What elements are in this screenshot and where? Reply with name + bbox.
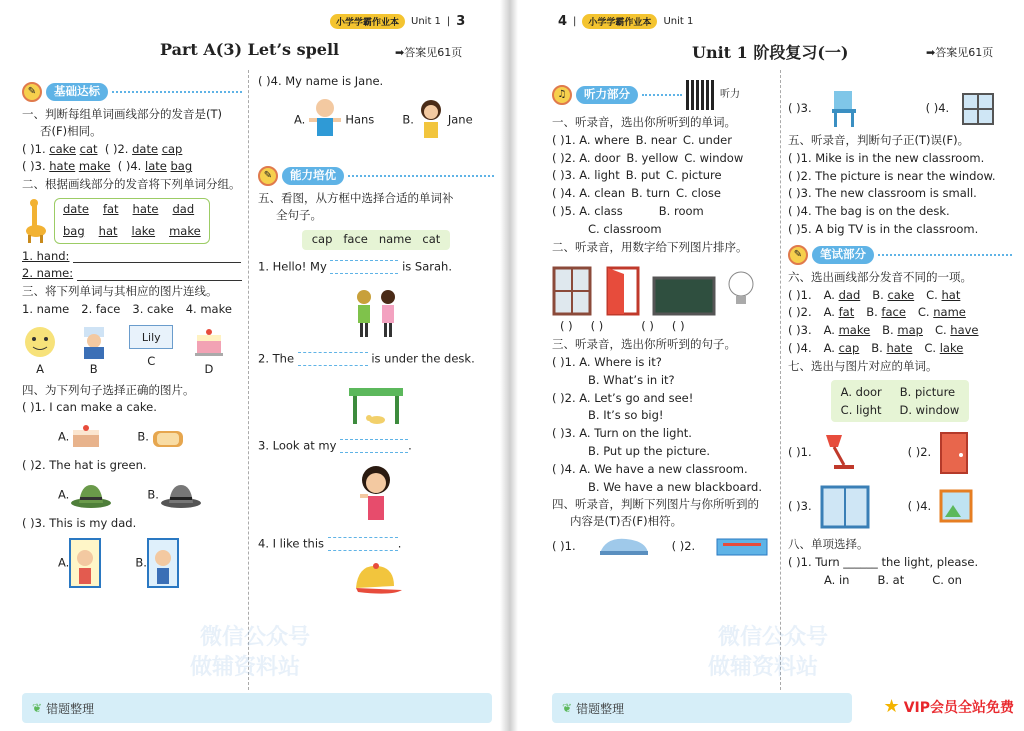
question-title: 一、听录音，选出你所听到的单词。 — [552, 115, 736, 129]
sentence-start: 1. Hello! My — [258, 259, 327, 274]
option-label: B. — [402, 112, 414, 127]
picture-c[interactable] — [129, 325, 173, 377]
watermark: 做辅资料站 — [190, 655, 301, 680]
question-row — [552, 187, 776, 201]
word: date — [132, 141, 159, 156]
window-icon — [961, 92, 995, 126]
option[interactable]: B. put — [625, 168, 661, 183]
bank-row — [841, 383, 960, 401]
options-row — [22, 476, 242, 514]
line-label: 1. hand: — [22, 248, 70, 263]
left-column — [22, 78, 242, 592]
section-line — [642, 94, 682, 96]
option[interactable]: B. map — [882, 323, 923, 338]
sort-slots — [552, 320, 776, 334]
option[interactable]: B. turn — [631, 186, 670, 201]
qr-code-icon[interactable] — [686, 80, 716, 110]
question-item: ( )1. Turn ______ the light, please. — [788, 555, 979, 570]
question-row — [788, 324, 1012, 338]
section-line — [348, 175, 494, 177]
question-title: 七、选出与图片对应的单词。 — [788, 358, 938, 373]
question-title: 四、听录音，判断下列图片与你所听到的 — [552, 497, 759, 512]
word: hate — [49, 159, 76, 174]
word: cake — [49, 141, 76, 156]
question-row — [788, 289, 1012, 303]
book-gutter — [500, 0, 518, 731]
question-title: 二、听录音，用数字给下列图片排序。 — [552, 239, 748, 254]
section-line — [112, 91, 242, 93]
picture-row — [788, 428, 1012, 478]
option[interactable]: B. It’s so big! — [588, 408, 664, 423]
answer-slot[interactable]: ( )4. — [907, 499, 932, 514]
watermark: 微信公众号 — [718, 625, 829, 650]
option[interactable]: C. have — [934, 323, 979, 338]
footer-label: 错题整理 — [576, 701, 625, 716]
writing-icon: ✎ — [788, 245, 808, 265]
fill-row — [258, 439, 494, 453]
answer-slot[interactable]: ( )2. — [104, 141, 129, 156]
question-item[interactable]: ( )1. Mike is in the new classroom. — [788, 150, 985, 165]
picture-letter: B — [89, 361, 98, 376]
question-item: ( )1. I can make a cake. — [22, 400, 157, 415]
fill-row — [258, 537, 494, 551]
option-a[interactable] — [58, 423, 103, 451]
bank-word: face — [343, 232, 368, 247]
sentence-start: 3. Look at my — [258, 438, 337, 453]
answer-blank[interactable] — [77, 280, 242, 281]
picture-box — [258, 457, 494, 533]
word: fat — [102, 201, 119, 216]
leaf-icon: ❦ — [32, 701, 43, 715]
bank-word: name — [378, 232, 412, 247]
word: make — [78, 159, 111, 174]
options-row — [258, 92, 494, 148]
option[interactable]: B. room — [658, 203, 704, 218]
window-icon — [552, 266, 592, 316]
option-b[interactable] — [135, 538, 179, 588]
word-box — [54, 198, 210, 244]
header-separator: | — [573, 16, 577, 27]
question-title: 否(F)相同。 — [40, 123, 102, 138]
option[interactable]: ( )5. A. class — [552, 203, 623, 218]
answer-line[interactable] — [22, 267, 242, 281]
picture-box — [258, 371, 494, 435]
section-label: 基础达标 — [46, 83, 108, 101]
option[interactable]: C. window — [684, 150, 744, 165]
option[interactable]: B. Put up the picture. — [588, 443, 710, 458]
chair-icon — [824, 89, 864, 129]
picture-box — [258, 278, 494, 348]
vip-banner[interactable] — [880, 694, 1018, 719]
question-row — [552, 169, 776, 183]
pencil-icon: ✎ — [22, 82, 42, 102]
question-title: 一、判断每组单词画线部分的发音是(T) — [22, 107, 222, 121]
answer-blank[interactable] — [330, 260, 398, 274]
section-header — [788, 245, 1012, 265]
option[interactable]: A. make — [823, 323, 871, 338]
door-icon — [602, 266, 642, 316]
word: dad — [838, 287, 861, 302]
word-bank-box — [302, 230, 451, 250]
line-label: 2. name: — [22, 266, 74, 281]
question-item[interactable]: ( )4. The bag is on the desk. — [788, 204, 950, 219]
option[interactable]: A. dad — [823, 287, 861, 302]
left-page — [0, 0, 500, 731]
giraffe-icon — [22, 199, 48, 243]
question-row — [552, 152, 776, 166]
book-badge: 小学学霸作业本 — [330, 14, 405, 29]
answer-slot[interactable]: ( ) — [560, 319, 573, 334]
option[interactable]: B. hate — [871, 340, 913, 355]
match-pictures — [22, 325, 227, 377]
question-item[interactable]: ( )5. A big TV is in the classroom. — [788, 221, 979, 236]
footer-label: 错题整理 — [46, 701, 95, 716]
face-icon — [22, 325, 58, 359]
picture-letter: A — [36, 361, 44, 376]
word: have — [950, 323, 979, 338]
sentence-end: . — [397, 536, 402, 551]
answer-slot[interactable]: ( )4. — [925, 101, 950, 116]
section-label: 笔试部分 — [812, 246, 874, 264]
bank-word: D. window — [899, 402, 960, 417]
answer-slot[interactable]: ( )4. — [117, 159, 142, 174]
question-title: 三、将下列单词与其相应的图片连线。 — [22, 284, 218, 299]
question-row — [22, 143, 242, 157]
question-item[interactable]: ( )3. The new classroom is small. — [788, 186, 977, 201]
page-title: Part A(3) Let’s spell — [160, 40, 340, 59]
option[interactable]: C. close — [675, 186, 721, 201]
green-hat-icon — [69, 481, 113, 509]
section-line — [878, 254, 1012, 256]
window-icon — [820, 485, 870, 529]
cap-icon — [596, 535, 652, 559]
option-label: A. — [58, 555, 70, 570]
light-bulb-icon — [726, 266, 756, 316]
answer-slot[interactable]: ( )1. — [552, 539, 576, 554]
vip-label: VIP会员全站免费 — [903, 699, 1014, 716]
bank-word: A. door — [840, 384, 882, 399]
question-item: ( )4. My name is Jane. — [258, 74, 384, 88]
option-a[interactable] — [294, 96, 374, 144]
picture-letter: C — [147, 353, 156, 368]
options-row — [22, 418, 242, 456]
word-row — [63, 225, 201, 239]
sentence-end: . — [408, 438, 412, 453]
bank-word: B. picture — [899, 384, 956, 399]
section-header — [22, 82, 242, 102]
question-row — [788, 306, 1012, 320]
column-divider — [780, 70, 781, 690]
option[interactable]: C. classroom — [588, 221, 662, 236]
option[interactable]: A. fat — [823, 305, 855, 320]
section-label: 听力部分 — [576, 86, 638, 104]
door-icon — [939, 431, 969, 475]
reading-icon: ✎ — [258, 166, 278, 186]
option[interactable]: ( )1. A. where — [552, 132, 630, 147]
boy-hans-icon — [305, 96, 345, 144]
answer-slot[interactable]: ( )3. — [22, 159, 46, 174]
name-card: Lily — [129, 325, 173, 349]
picture-letter: D — [204, 361, 214, 376]
option[interactable]: B. What’s in it? — [588, 372, 675, 387]
word-group — [22, 198, 242, 244]
fill-row — [258, 352, 494, 366]
option-a[interactable] — [58, 538, 101, 588]
right-page — [518, 0, 1024, 731]
answer-blank[interactable] — [340, 439, 408, 453]
question-item[interactable]: ( )2. The picture is near the window. — [788, 168, 996, 183]
option-label: A. — [294, 112, 306, 127]
answer-slot[interactable]: ( )3. — [788, 499, 812, 514]
desk-cat-icon — [345, 378, 407, 428]
options-row — [788, 574, 1012, 588]
word: hate — [132, 201, 159, 216]
option-b[interactable] — [147, 481, 203, 509]
option[interactable]: A. cap — [823, 340, 860, 355]
word: date — [63, 201, 89, 216]
word: lake — [939, 340, 964, 355]
name-label: Hans — [345, 112, 375, 127]
word: hate — [886, 340, 913, 355]
option-label: A. — [58, 487, 70, 502]
option[interactable]: ( )4. A. clean — [552, 186, 626, 201]
book-badge: 小学学霸作业本 — [582, 14, 657, 29]
section-label: 能力培优 — [282, 167, 344, 185]
answer-slot[interactable]: ( )3. — [788, 101, 812, 116]
girl-jane-icon — [414, 96, 448, 144]
sentence-end: is under the desk. — [371, 351, 475, 366]
question-title: 六、选出画线部分发音不同的一项。 — [788, 269, 972, 284]
match-words — [22, 303, 242, 317]
section-header — [552, 80, 776, 110]
star-icon: ★ — [883, 696, 900, 717]
leaf-icon: ❦ — [562, 701, 573, 715]
answer-slot[interactable]: ( ) — [671, 319, 685, 334]
right-header — [558, 14, 693, 29]
word: bag — [170, 159, 193, 174]
footer-bar — [552, 693, 852, 723]
answer-slot[interactable]: ( ) — [590, 319, 604, 334]
option[interactable]: ( )4. A. We have a new classroom. — [552, 461, 748, 476]
cake-icon — [69, 423, 103, 451]
picture-row — [788, 482, 1012, 532]
option-label: A. — [58, 429, 70, 444]
option[interactable]: A. in — [824, 572, 850, 587]
left-header — [330, 14, 465, 29]
question-row — [552, 205, 776, 219]
option-a[interactable] — [58, 481, 113, 509]
answer-slot[interactable]: ( )4. — [788, 340, 812, 355]
watermark: 微信公众号 — [200, 625, 311, 650]
left-column — [552, 76, 776, 559]
page-number: 4 — [558, 14, 568, 29]
pencil-box-icon — [715, 535, 771, 559]
section-header — [258, 166, 494, 186]
answer-slot[interactable]: ( )1. — [788, 287, 812, 302]
option[interactable]: C. hat — [926, 287, 961, 302]
right-column — [258, 72, 494, 605]
match-word[interactable]: 1. name — [22, 301, 70, 316]
question-title: 内容是(T)否(F)相符。 — [570, 514, 683, 529]
blackboard-icon — [652, 276, 716, 316]
word: late — [145, 159, 167, 174]
option[interactable]: ( )3. A. light — [552, 168, 620, 183]
picture-b[interactable] — [76, 325, 112, 377]
sort-pictures — [552, 260, 776, 316]
two-girls-icon — [346, 285, 406, 341]
option[interactable]: C. name — [917, 305, 966, 320]
option[interactable]: C. under — [682, 132, 732, 147]
word: make — [838, 323, 871, 338]
answer-reference: ➡答案见61页 — [395, 46, 463, 59]
answer-slot[interactable]: ( )2. — [788, 305, 812, 320]
word-bank — [788, 380, 1012, 423]
word: cap — [838, 340, 860, 355]
unit-label: Unit 1 — [411, 16, 441, 27]
word: lake — [131, 223, 156, 238]
match-word[interactable]: 2. face — [81, 301, 121, 316]
baker-icon — [76, 325, 112, 359]
word: cap — [161, 141, 183, 156]
option[interactable]: B. near — [635, 132, 677, 147]
sentence-end: is Sarah. — [402, 259, 453, 274]
cap-icon — [348, 560, 404, 600]
word: dad — [172, 201, 195, 216]
picture-a[interactable] — [22, 325, 58, 377]
sentence-start: 4. I like this — [258, 536, 325, 551]
sentence-start: 2. The — [258, 351, 295, 366]
page-title: Unit 1 阶段复习(一) — [692, 43, 849, 62]
word: name — [933, 305, 966, 320]
question-title: 全句子。 — [276, 207, 322, 222]
answer-blank[interactable] — [298, 352, 368, 366]
word-bank — [258, 230, 494, 250]
answer-blank[interactable] — [73, 262, 241, 263]
bank-word: cap — [311, 232, 333, 247]
watermark: 做辅资料站 — [708, 655, 819, 680]
column-divider — [248, 70, 249, 690]
word: map — [897, 323, 923, 338]
word: cat — [79, 141, 98, 156]
option-b[interactable] — [402, 96, 472, 144]
question-row — [788, 342, 1012, 356]
listen-tag: 听力 — [720, 89, 740, 100]
answer-slot[interactable]: ( )1. — [788, 445, 812, 460]
option[interactable]: C. picture — [666, 168, 722, 183]
answer-slot[interactable]: ( )2. — [671, 539, 696, 554]
unit-label: Unit 1 — [663, 16, 694, 27]
question-item: ( )2. The hat is green. — [22, 457, 147, 472]
footer-bar — [22, 693, 492, 723]
word: hat — [941, 287, 961, 302]
answer-slot[interactable]: ( ) — [641, 319, 654, 334]
question-title: 五、听录音，判断句子正(T)误(F)。 — [788, 133, 970, 147]
question-title: 四、为下列句子选择正确的图片。 — [22, 383, 195, 398]
match-word[interactable]: 4. make — [185, 301, 232, 316]
option[interactable]: B. We have a new blackboard. — [588, 479, 763, 494]
question-title: 三、听录音，选出你所听到的句子。 — [552, 337, 736, 352]
option[interactable]: ( )3. A. Turn on the light. — [552, 426, 692, 441]
answer-reference: ➡答案见61页 — [926, 46, 994, 59]
girl-face-icon — [356, 462, 396, 528]
question-title: 八、单项选择。 — [788, 537, 869, 552]
bread-icon — [149, 423, 189, 451]
answer-line[interactable] — [22, 250, 242, 264]
name-label: Jane — [447, 112, 473, 127]
answer-slot[interactable]: ( )1. — [22, 141, 46, 156]
option[interactable]: ( )2. A. Let’s go and see! — [552, 390, 694, 405]
question-title: 二、根据画线部分的发音将下列单词分组。 — [22, 177, 241, 192]
bank-word: cat — [422, 232, 441, 247]
options-row — [22, 534, 242, 592]
gray-hat-icon — [159, 481, 203, 509]
option[interactable]: B. at — [877, 572, 905, 587]
option-label: B. — [137, 429, 149, 444]
word: cake — [887, 287, 915, 302]
option[interactable]: B. yellow — [626, 150, 679, 165]
match-word[interactable]: 3. cake — [132, 301, 174, 316]
bank-word: C. light — [840, 402, 882, 417]
option[interactable]: B. cake — [872, 287, 915, 302]
right-column — [788, 90, 1012, 592]
option-label: B. — [135, 555, 147, 570]
bank-row — [841, 401, 960, 419]
question-row — [552, 134, 776, 148]
word: make — [169, 223, 201, 238]
header-separator: | — [446, 16, 451, 27]
question-title: 五、看图，从方框中选择合适的单词补 — [258, 190, 454, 205]
cake-icon — [191, 325, 227, 359]
option[interactable]: C. on — [932, 572, 962, 587]
picture-box — [258, 555, 494, 605]
picture-d[interactable] — [191, 325, 227, 377]
tf-row — [788, 90, 1012, 128]
word: fat — [838, 305, 855, 320]
picture-frame-icon — [939, 489, 973, 525]
man-portrait-icon — [147, 538, 179, 588]
dad-portrait-icon — [69, 538, 101, 588]
word: bag — [63, 223, 85, 238]
word-row — [63, 203, 201, 217]
answer-slot[interactable]: ( )2. — [907, 445, 932, 460]
answer-slot[interactable]: ( )3. — [788, 323, 812, 338]
option[interactable]: B. face — [866, 305, 906, 320]
option[interactable]: ( )1. A. Where is it? — [552, 354, 662, 369]
question-item: ( )3. This is my dad. — [22, 515, 137, 530]
headphones-icon: ♫ — [552, 85, 572, 105]
question-row — [22, 160, 242, 174]
option[interactable]: C. lake — [924, 340, 964, 355]
tf-row — [552, 535, 776, 559]
word: face — [881, 305, 906, 320]
word: hat — [98, 223, 118, 238]
answer-blank[interactable] — [328, 537, 398, 551]
option-b[interactable] — [137, 423, 189, 451]
option-label: B. — [147, 487, 159, 502]
option[interactable]: ( )2. A. door — [552, 150, 621, 165]
lamp-icon — [820, 431, 860, 475]
word-bank-box — [831, 380, 970, 423]
fill-row — [258, 260, 494, 274]
page-number: 3 — [456, 14, 466, 29]
